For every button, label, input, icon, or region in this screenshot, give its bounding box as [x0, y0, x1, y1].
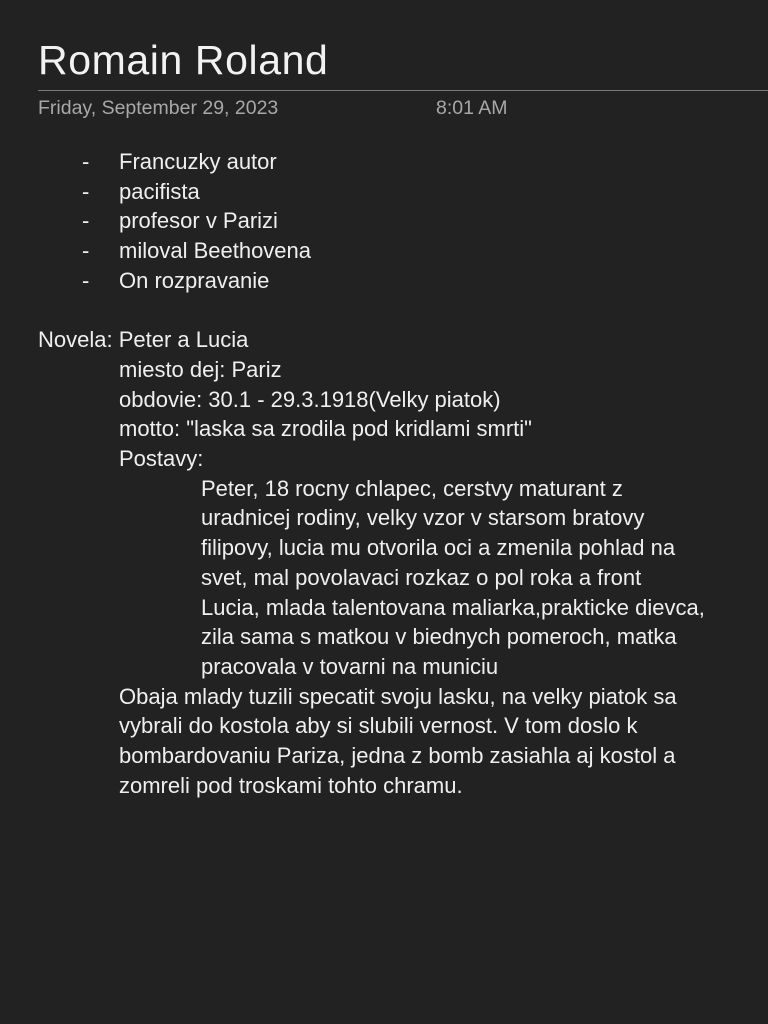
list-item-text: pacifista — [119, 178, 200, 204]
bullet-dash: - — [82, 149, 90, 174]
list-item — [38, 236, 752, 266]
list-item-text: Francuzky autor — [119, 149, 277, 174]
title-divider — [38, 90, 768, 91]
bullet-dash: - — [82, 267, 90, 293]
list-item — [38, 206, 752, 236]
bullet-dash: - — [82, 208, 90, 234]
bullet-dash: - — [82, 178, 90, 204]
list-item-text: On rozpravanie — [119, 267, 270, 293]
author-facts-list — [38, 147, 752, 296]
note-time: 8:01 AM — [436, 97, 508, 119]
note-date: Friday, September 29, 2023 — [38, 97, 279, 119]
novel-summary: Obaja mlady tuzili specatit svoju lasku, na velky piatok sa vybrali do kostola aby si slubili vernost. V tom doslo k bombardovaniu Pariza, jedna z bomb zasiahla aj kostol a zomreli pod troskami tohto chramu. — [119, 683, 677, 798]
list-item — [38, 147, 752, 177]
paragraph-gap — [38, 296, 752, 326]
characters-label: Postavy: — [119, 446, 204, 472]
list-item-text: miloval Beethovena — [119, 238, 312, 264]
novel-place: miesto dej: Pariz — [119, 356, 282, 382]
bullet-dash: - — [82, 238, 90, 264]
list-item — [38, 266, 752, 296]
list-item-text: profesor v Parizi — [119, 208, 278, 234]
note-body[interactable] — [38, 147, 752, 800]
character-peter: Peter, 18 rocny chlapec, cerstvy maturant z uradnicej rodiny, velky vzor v starsom bratovy filipovy, lucia mu otvorila oci a zmenila pohlad na svet, mal povolavaci rozkaz o pol roka a front — [201, 475, 676, 590]
note-title[interactable]: Romain Roland — [38, 37, 329, 83]
novel-period: obdovie: 30.1 - 29.3.1918(Velky piatok) — [119, 386, 501, 412]
novel-motto: motto: "laska sa zrodila pod kridlami smrti" — [119, 416, 532, 442]
list-item — [38, 177, 752, 207]
novel-heading: Novela: Peter a Lucia — [38, 327, 249, 353]
character-lucia: Lucia, mlada talentovana maliarka,prakticke dievca, zila sama s matkou v biednych pomeroch, matka pracovala v tovarni na municiu — [201, 594, 705, 679]
